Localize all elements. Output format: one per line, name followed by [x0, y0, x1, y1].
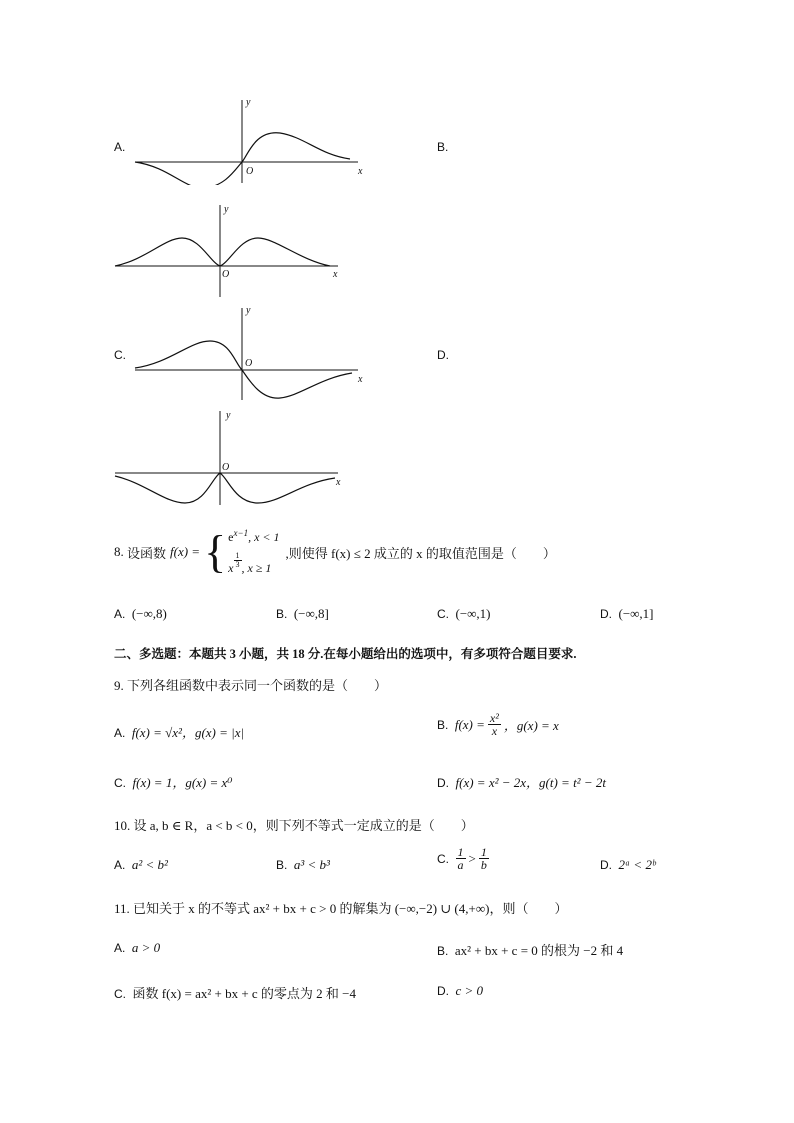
q10-stem: 10. 设 a, b ∈ R，a < b < 0，则下列不等式一定成立的是（ ） — [114, 818, 474, 833]
x-axis-label: x — [336, 477, 341, 488]
origin-label: O — [222, 462, 230, 473]
origin-label: O — [246, 166, 254, 177]
option-b-label: B. — [437, 140, 449, 154]
y-axis-label: y — [246, 97, 251, 108]
q10-option-d: D. 2ᵃ < 2ᵇ — [600, 857, 656, 872]
piecewise-case-2: x $\frac{1}{3}$ , x ≥ 1 — [228, 550, 272, 575]
graph-b — [110, 200, 350, 300]
y-axis-label: y — [224, 204, 229, 215]
option-c-label: C. — [114, 348, 126, 362]
graph-c — [130, 303, 370, 403]
q8-number: 8. — [114, 544, 124, 559]
q8-prefix: 设函数 — [127, 545, 167, 561]
q9-option-b: B. f(x) = $\frac{\text{x²}}{x}$ ，g(x) = x — [437, 711, 559, 738]
option-d-label: D. — [437, 348, 449, 362]
q9-option-a: A. f(x) = √x²，g(x) = |x| — [114, 725, 245, 740]
q10-option-a: A. a² < b² — [114, 857, 168, 872]
x-axis-label: x — [358, 166, 363, 177]
q11-option-c: C. 函数 f(x) = ax² + bx + c 的零点为 2 和 −4 — [114, 986, 357, 1001]
y-axis-label: y — [226, 410, 231, 421]
q9-stem: 9. 下列各组函数中表示同一个函数的是（ ） — [114, 678, 388, 693]
piecewise-brace: { — [204, 526, 227, 577]
q11-option-d: D. c > 0 — [437, 983, 484, 998]
q8-option-a: A. (−∞,8) — [114, 606, 167, 621]
q11-option-b: B. ax² + bx + c = 0 的根为 −2 和 4 — [437, 943, 624, 958]
graph-d — [110, 408, 350, 508]
piecewise-case-1: $e^{x-1}$, x < 1 — [228, 527, 280, 544]
y-axis-label: y — [246, 305, 251, 316]
q11-option-a: A. a > 0 — [114, 940, 161, 955]
q8-fx: f(x) = — [170, 544, 201, 559]
section-2-heading: 二、多选题：本题共 3 小题，共 18 分.在每小题给出的选项中，有多项符合题目要求. — [114, 647, 577, 661]
question-8 — [114, 522, 556, 582]
option-a-label: A. — [114, 140, 126, 154]
x-axis-label: x — [358, 374, 363, 385]
q8-option-d: D. (−∞,1] — [600, 606, 654, 621]
q8-option-b: B. (−∞,8] — [276, 606, 329, 621]
x-axis-label: x — [333, 269, 338, 280]
q8-option-c: C. (−∞,1) — [437, 606, 491, 621]
q11-stem: 11. 已知关于 x 的不等式 ax² + bx + c > 0 的解集为 (−∞,−2) ∪ (4,+∞)，则（ ） — [114, 901, 568, 916]
q10-option-b: B. a³ < b³ — [276, 857, 330, 872]
q8-suffix: ,则使得 f(x) ≤ 2 成立的 x 的取值范围是（ ） — [285, 545, 556, 561]
q9-option-d: D. f(x) = x² − 2x，g(t) = t² − 2t — [437, 775, 606, 790]
origin-label: O — [222, 269, 230, 280]
q9-option-c: C. f(x) = 1，g(x) = x⁰ — [114, 775, 233, 790]
origin-label: O — [245, 358, 253, 369]
piecewise-cases — [228, 528, 279, 576]
graph-a — [130, 95, 370, 185]
q10-option-c: C. $\frac{1}{a}$ > $\frac{1}{b}$ — [437, 845, 487, 872]
